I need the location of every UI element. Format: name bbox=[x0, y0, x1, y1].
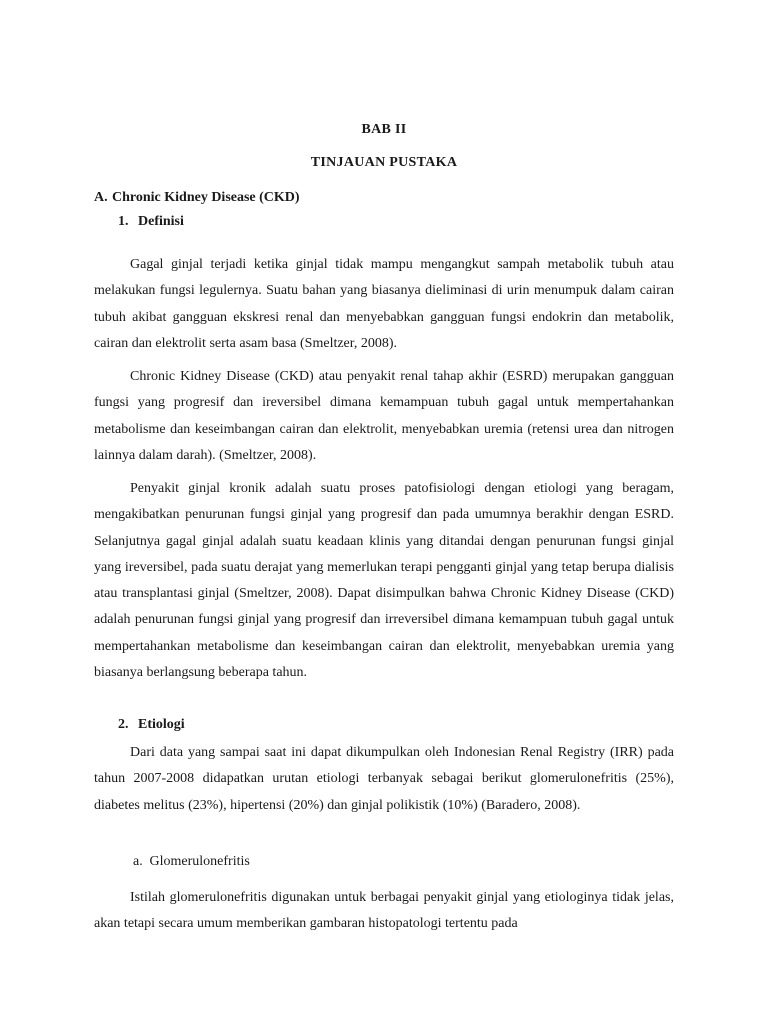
subsection-1-title: Definisi bbox=[138, 214, 184, 229]
paragraph-definisi-1: Gagal ginjal terjadi ketika ginjal tidak mampu mengangkut sampah metabolik tubuh atau melakukan fungsi legulernya. Suatu bahan yang biasanya dieliminasi di urin menumpuk dalam cairan tubuh akibat gangguan ekskresi renal dan menyebabkan gangguan fungsi endokrin dan metabolik, cairan dan elektrolit serta asam basa (Smeltzer, 2008). bbox=[94, 257, 674, 351]
chapter-heading: BAB II bbox=[361, 122, 407, 137]
subsection-2-title: Etiologi bbox=[138, 717, 185, 732]
paragraph-etiologi: Dari data yang sampai saat ini dapat dikumpulkan oleh Indonesian Renal Registry (IRR) pada tahun 2007-2008 didapatkan urutan etiologi terbanyak sebagai berikut glomerulonefritis (25%), diabetes melitus (23%), hipertensi (20%) dan ginjal polikistik (10%) (Baradero, 2008). bbox=[94, 745, 674, 813]
subsection-1-heading bbox=[118, 214, 184, 230]
subsection-2-heading bbox=[118, 717, 185, 733]
paragraph-definisi-3: Penyakit ginjal kronik adalah suatu proses patofisiologi dengan etiologi yang beragam, mengakibatkan penurunan fungsi ginjal yang progresif dan pada umumnya berakhir dengan ESRD. Selanjutnya gagal ginjal adalah suatu keadaan klinis yang ditandai dengan penurunan fungsi ginjal yang ireversibel, pada suatu derajat yang memerlukan terapi pengganti ginjal yang tetap berupa dialisis atau transplantasi ginjal (Smeltzer, 2008). Dapat disimpulkan bahwa Chronic Kidney Disease (CKD) adalah penurunan fungsi ginjal yang progresif dan irreversibel dimana kemampuan tubuh gagal untuk mempertahankan metabolisme dan keseimbangan cairan dan elektrolit, menyebabkan uremia yang biasanya berlangsung beberapa tahun. bbox=[94, 481, 674, 681]
subsection-1-marker: 1. bbox=[118, 214, 129, 229]
subsection-2-marker: 2. bbox=[118, 717, 129, 732]
paragraph-definisi-2: Chronic Kidney Disease (CKD) atau penyakit renal tahap akhir (ESRD) merupakan gangguan fungsi yang progresif dan ireversibel dimana kemampuan tubuh gagal untuk mempertahankan metabolisme dan keseimbangan cairan dan elektrolit, menyebabkan uremia (retensi urea dan nitrogen lainnya dalam darah). (Smeltzer, 2008). bbox=[94, 369, 674, 463]
list-item-label: Glomerulonefritis bbox=[149, 854, 250, 869]
list-item-glomerulonefritis bbox=[133, 854, 250, 870]
chapter-title: TINJAUAN PUSTAKA bbox=[310, 155, 458, 170]
list-item-marker: a. bbox=[133, 854, 143, 869]
section-a-heading bbox=[94, 190, 300, 206]
section-a-marker: A. bbox=[94, 190, 108, 205]
paragraph-glomerulonefritis: Istilah glomerulonefritis digunakan untuk berbagai penyakit ginjal yang etiologinya tidak jelas, akan tetapi secara umum memberikan gambaran histopatologi tertentu pada bbox=[94, 890, 674, 932]
section-a-title: Chronic Kidney Disease (CKD) bbox=[112, 190, 300, 205]
